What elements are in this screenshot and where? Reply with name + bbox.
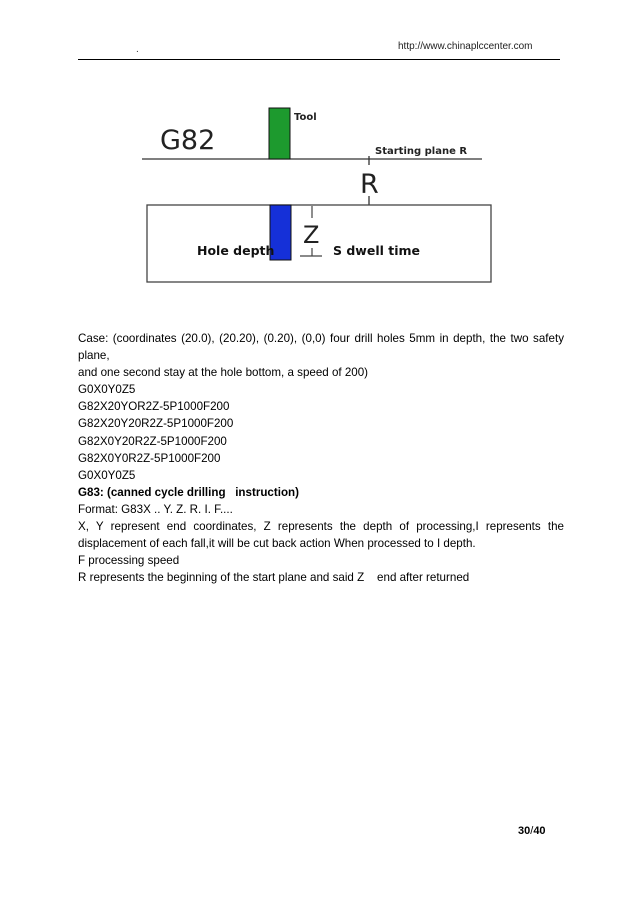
case-line-1: Case: (coordinates (20.0), (20.20), (0.20), (0,0) four drill holes 5mm in depth, the two safety plane, [78,332,564,363]
code-line: G82X0Y20R2Z-5P1000F200 [78,434,227,448]
g82-diagram [142,98,494,295]
tool-label: Tool [294,112,317,123]
r-label: R [360,169,379,200]
page-total: 40 [533,825,546,837]
g83-heading: G83: (canned cycle drilling instruction) [78,485,299,499]
code-line: G0X0Y0Z5 [78,468,136,482]
dwell-time-label: S dwell time [333,243,421,258]
code-line: G82X20YOR2Z-5P1000F200 [78,400,230,414]
page-number [518,825,546,837]
starting-plane-label: Starting plane R [375,146,468,157]
hole-depth-label: Hole depth [197,243,275,258]
case-line-2: and one second stay at the hole bottom, a speed of 200) [78,366,369,380]
r-line: R represents the beginning of the start plane and said Z end after returned [78,571,470,585]
header-url[interactable]: http://www.chinaplccenter.com [398,41,533,52]
header-mark: . [136,44,139,55]
page-separator: / [530,825,534,837]
f-line: F processing speed [78,554,180,568]
page-current: 30 [518,825,531,837]
xy-line-1: X, Y represent end coordinates, Z represents the depth of processing,I represents the [78,520,564,534]
code-line: G82X20Y20R2Z-5P1000F200 [78,417,234,431]
diagram-title: G82 [160,125,216,156]
code-line: G82X0Y0R2Z-5P1000F200 [78,451,221,465]
header-rule [78,59,560,60]
z-label: Z [303,221,320,249]
format-line: Format: G83X .. Y. Z. R. I. F.... [78,502,233,516]
code-line: G0X0Y0Z5 [78,383,136,397]
xy-line-2: displacement of each fall,it will be cut back action When processed to I depth. [78,537,476,551]
tool-shape [269,108,290,159]
body-text [78,330,564,586]
